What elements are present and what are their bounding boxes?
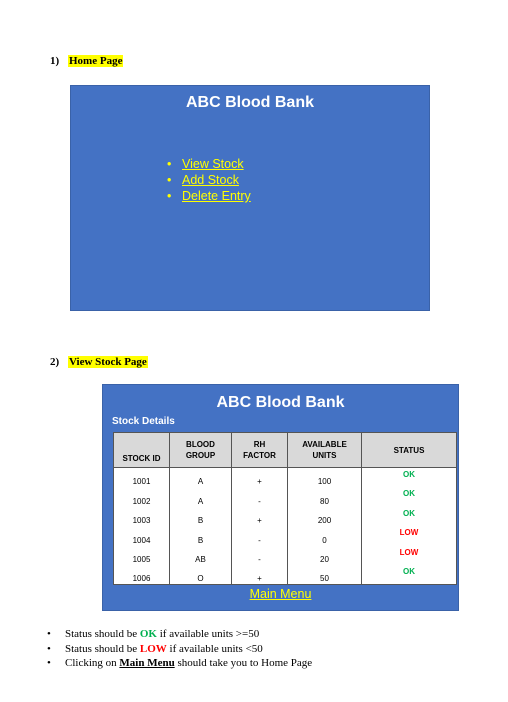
cell-blood-group: A bbox=[170, 468, 232, 488]
table-row bbox=[114, 526, 457, 545]
delete-entry-link[interactable]: Delete Entry bbox=[182, 189, 251, 203]
cell-rh-factor: + bbox=[232, 565, 288, 585]
bullet-icon: • bbox=[47, 628, 51, 640]
cell-status: OK bbox=[362, 487, 457, 506]
section-number: 1) bbox=[50, 55, 60, 67]
cell-rh-factor: - bbox=[232, 526, 288, 545]
ok-keyword: OK bbox=[139, 628, 157, 640]
available-units-header: AVAILABLE UNITS bbox=[302, 440, 347, 460]
cell-rh-factor: - bbox=[232, 487, 288, 506]
cell-status: OK bbox=[362, 507, 457, 526]
cell-available-units: 200 bbox=[288, 507, 362, 526]
bullet-icon: • bbox=[47, 642, 51, 655]
add-stock-link[interactable]: Add Stock bbox=[182, 173, 239, 187]
note-text: should take you to Home Page bbox=[174, 657, 313, 669]
bullet-icon: • bbox=[167, 157, 172, 171]
view-stock-link[interactable]: View Stock bbox=[182, 157, 244, 171]
cell-rh-factor: + bbox=[232, 507, 288, 526]
cell-stock-id: 1004 bbox=[114, 526, 170, 545]
cell-blood-group: B bbox=[170, 526, 232, 545]
cell-blood-group: O bbox=[170, 565, 232, 585]
section-home-heading bbox=[50, 55, 123, 67]
cell-available-units: 0 bbox=[288, 526, 362, 545]
cell-rh-factor: + bbox=[232, 468, 288, 488]
app-title: ABC Blood Bank bbox=[186, 94, 314, 111]
home-menu bbox=[167, 156, 251, 204]
cell-stock-id: 1006 bbox=[114, 565, 170, 585]
cell-status: LOW bbox=[362, 546, 457, 565]
note-text: Status should be bbox=[65, 642, 140, 655]
low-keyword: LOW bbox=[139, 642, 167, 655]
cell-stock-id: 1002 bbox=[114, 487, 170, 506]
view-stock-mockup bbox=[102, 384, 459, 611]
note-text: Clicking on bbox=[65, 657, 120, 669]
cell-blood-group: B bbox=[170, 507, 232, 526]
cell-stock-id: 1005 bbox=[114, 546, 170, 565]
cell-blood-group: A bbox=[170, 487, 232, 506]
col-available-units bbox=[288, 433, 362, 468]
cell-available-units: 50 bbox=[288, 565, 362, 585]
menu-item-delete-entry bbox=[167, 188, 251, 204]
note-low bbox=[47, 642, 312, 657]
section-number: 2) bbox=[50, 356, 60, 368]
cell-stock-id: 1001 bbox=[114, 468, 170, 488]
cell-status: LOW bbox=[362, 526, 457, 545]
note-text: if available units <50 bbox=[166, 642, 263, 655]
section-view-stock-heading bbox=[50, 356, 148, 368]
table-row bbox=[114, 565, 457, 585]
requirements-list bbox=[47, 627, 312, 671]
stock-table bbox=[113, 432, 457, 585]
stock-details-label: Stock Details bbox=[112, 416, 175, 427]
cell-available-units: 100 bbox=[288, 468, 362, 488]
col-rh-factor bbox=[232, 433, 288, 468]
note-text: if available units >=50 bbox=[157, 628, 260, 640]
main-menu-keyword: Main Menu bbox=[119, 657, 175, 669]
rh-factor-header: RH FACTOR bbox=[243, 440, 276, 460]
bullet-icon: • bbox=[167, 189, 172, 203]
app-title: ABC Blood Bank bbox=[216, 394, 345, 411]
note-main-menu bbox=[47, 656, 312, 671]
menu-item-view-stock bbox=[167, 156, 251, 172]
cell-available-units: 80 bbox=[288, 487, 362, 506]
cell-rh-factor: - bbox=[232, 546, 288, 565]
col-blood-group bbox=[170, 433, 232, 468]
cell-stock-id: 1003 bbox=[114, 507, 170, 526]
col-stock-id: STOCK ID bbox=[114, 433, 170, 468]
note-text: Status should be bbox=[65, 628, 140, 640]
bullet-icon: • bbox=[47, 657, 51, 669]
bullet-icon: • bbox=[167, 173, 172, 187]
table-row bbox=[114, 507, 457, 526]
main-menu-link[interactable]: Main Menu bbox=[249, 587, 312, 601]
table-row bbox=[114, 487, 457, 506]
table-row bbox=[114, 546, 457, 565]
blood-group-header: BLOOD GROUP bbox=[185, 440, 216, 460]
cell-status: OK bbox=[362, 468, 457, 488]
section-title: Home Page bbox=[69, 55, 123, 67]
cell-available-units: 20 bbox=[288, 546, 362, 565]
cell-status: OK bbox=[362, 565, 457, 585]
cell-blood-group: AB bbox=[170, 546, 232, 565]
note-ok bbox=[47, 627, 312, 642]
table-row bbox=[114, 468, 457, 488]
section-title: View Stock Page bbox=[69, 356, 147, 368]
home-page-mockup bbox=[70, 85, 430, 311]
menu-item-add-stock bbox=[167, 172, 251, 188]
col-status: STATUS bbox=[362, 433, 457, 468]
table-header-row bbox=[114, 433, 457, 468]
